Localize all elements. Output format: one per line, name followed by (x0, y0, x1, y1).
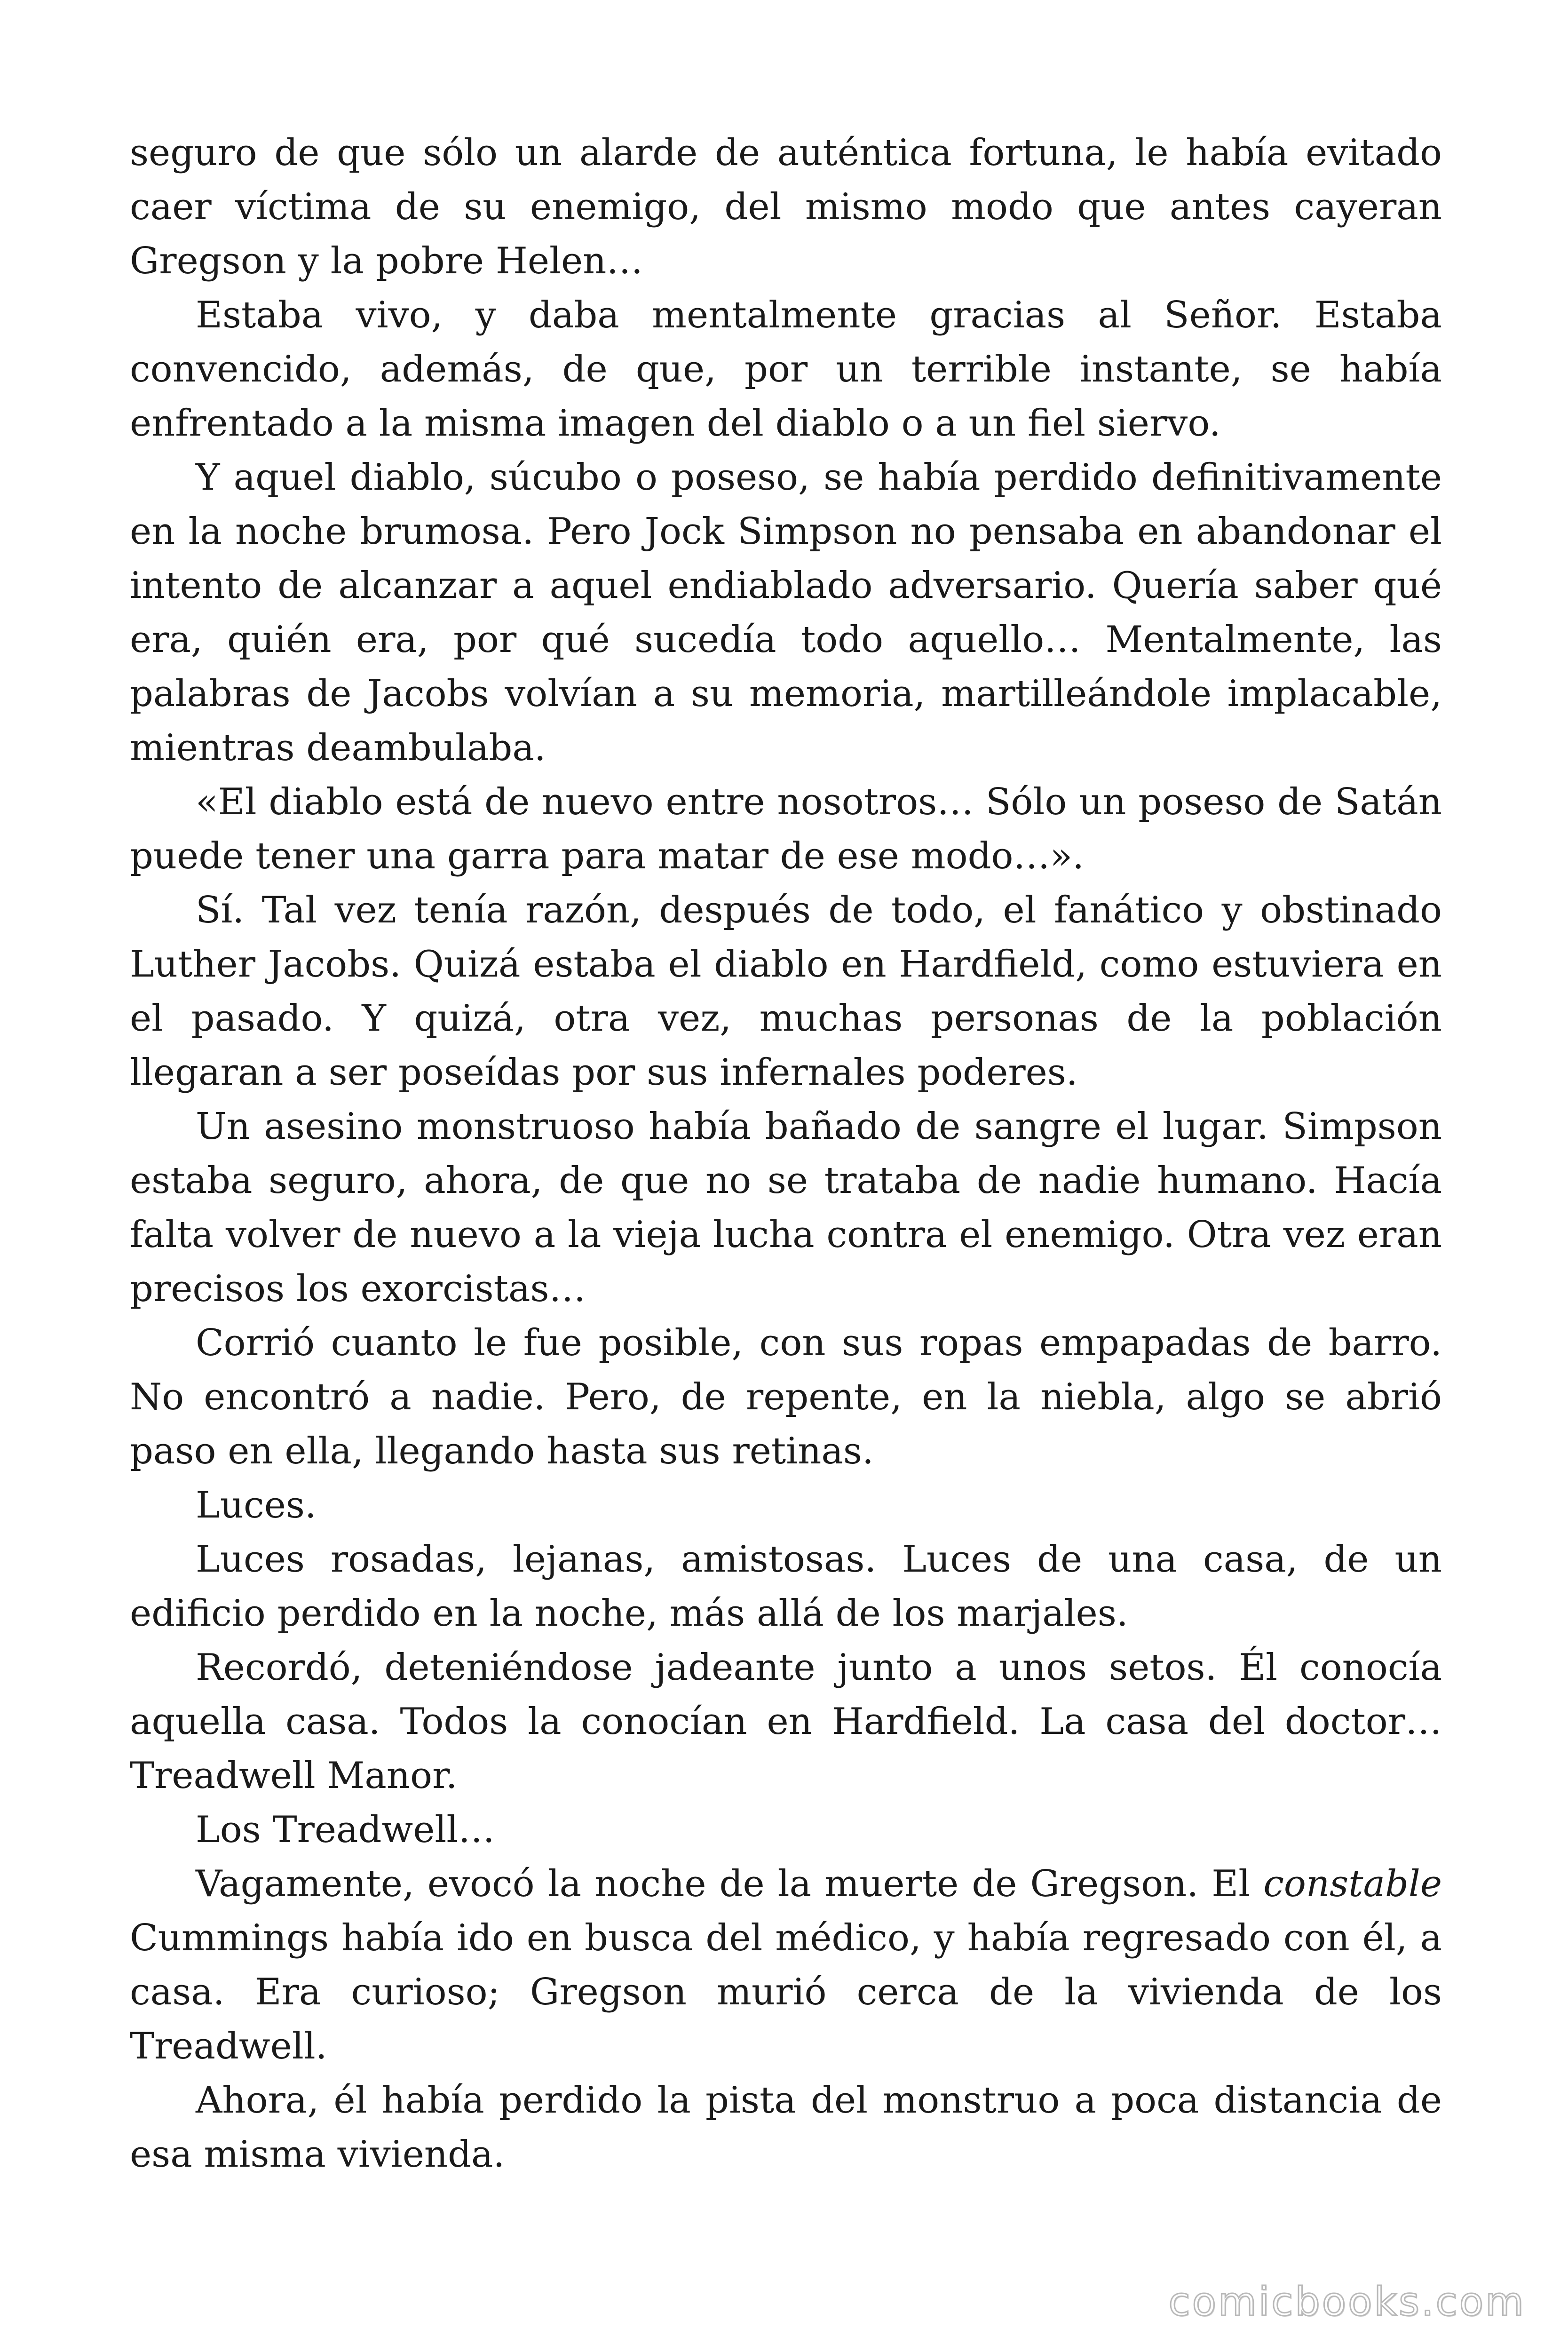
paragraph: Luces. (196, 1484, 317, 1526)
paragraph: Un asesino monstruoso había bañado de sangre el lugar. Simpson estaba seguro, ahora, de que no se trataba de nadie humano. Hacía falta volver de nuevo a la vieja lucha contra el enemigo. Otra vez eran precisos los exorcistas… (130, 1105, 1442, 1310)
paragraph: Estaba vivo, y daba mentalmente gracias al Señor. Estaba convencido, además, de que, por un terrible instante, se había enfrentado a la misma imagen del diablo o a un fiel siervo. (130, 294, 1442, 445)
paragraph (130, 1857, 1442, 2074)
paragraph-text: Vagamente, evocó la noche de la muerte de Gregson. El (196, 1863, 1264, 1905)
paragraph: Los Treadwell… (196, 1809, 495, 1851)
paragraph: seguro de que sólo un alarde de auténtica fortuna, le había evitado caer víctima de su enemigo, del mismo modo que antes cayeran Gregson y la pobre Helen… (130, 132, 1442, 282)
paragraph: «El diablo está de nuevo entre nosotros… Sólo un poseso de Satán puede tener una garra para matar de ese modo…». (130, 781, 1442, 877)
paragraph: Recordó, deteniéndose jadeante junto a unos setos. Él conocía aquella casa. Todos la conocían en Hardfield. La casa del doctor… Treadwell Manor. (130, 1646, 1442, 1797)
paragraph: Corrió cuanto le fue posible, con sus ropas empapadas de barro. No encontró a nadie. Pero, de repente, en la niebla, algo se abrió paso en ella, llegando hasta sus retinas. (130, 1322, 1442, 1472)
body-text (130, 126, 1442, 2182)
emphasized-word: constable (1263, 1863, 1442, 1905)
paragraph: Luces rosadas, lejanas, amistosas. Luces de una casa, de un edificio perdido en la noche, más allá de los marjales. (130, 1538, 1442, 1635)
paragraph: Sí. Tal vez tenía razón, después de todo, el fanático y obstinado Luther Jacobs. Quizá estaba el diablo en Hardfield, como estuviera en el pasado. Y quizá, otra vez, muchas personas de la población llegaran a ser poseídas por sus infernales poderes. (130, 889, 1442, 1094)
watermark: comicbooks.com (1168, 2279, 1526, 2325)
paragraph: Ahora, él había perdido la pista del monstruo a poca distancia de esa misma vivienda. (130, 2079, 1442, 2176)
paragraph-text: Cummings había ido en busca del médico, y había regresado con él, a casa. Era curioso; Gregson murió cerca de la vivienda de los Treadwell. (130, 1917, 1442, 2067)
paragraph: Y aquel diablo, súcubo o poseso, se había perdido definitivamente en la noche brumosa. Pero Jock Simpson no pensaba en abandonar el intento de alcanzar a aquel endiablado adversario. Quería saber qué era, quién era, por qué sucedía todo aquello… Mentalmente, las palabras de Jacobs volvían a su memoria, martilleándole implacable, mientras deambulaba. (130, 456, 1442, 769)
